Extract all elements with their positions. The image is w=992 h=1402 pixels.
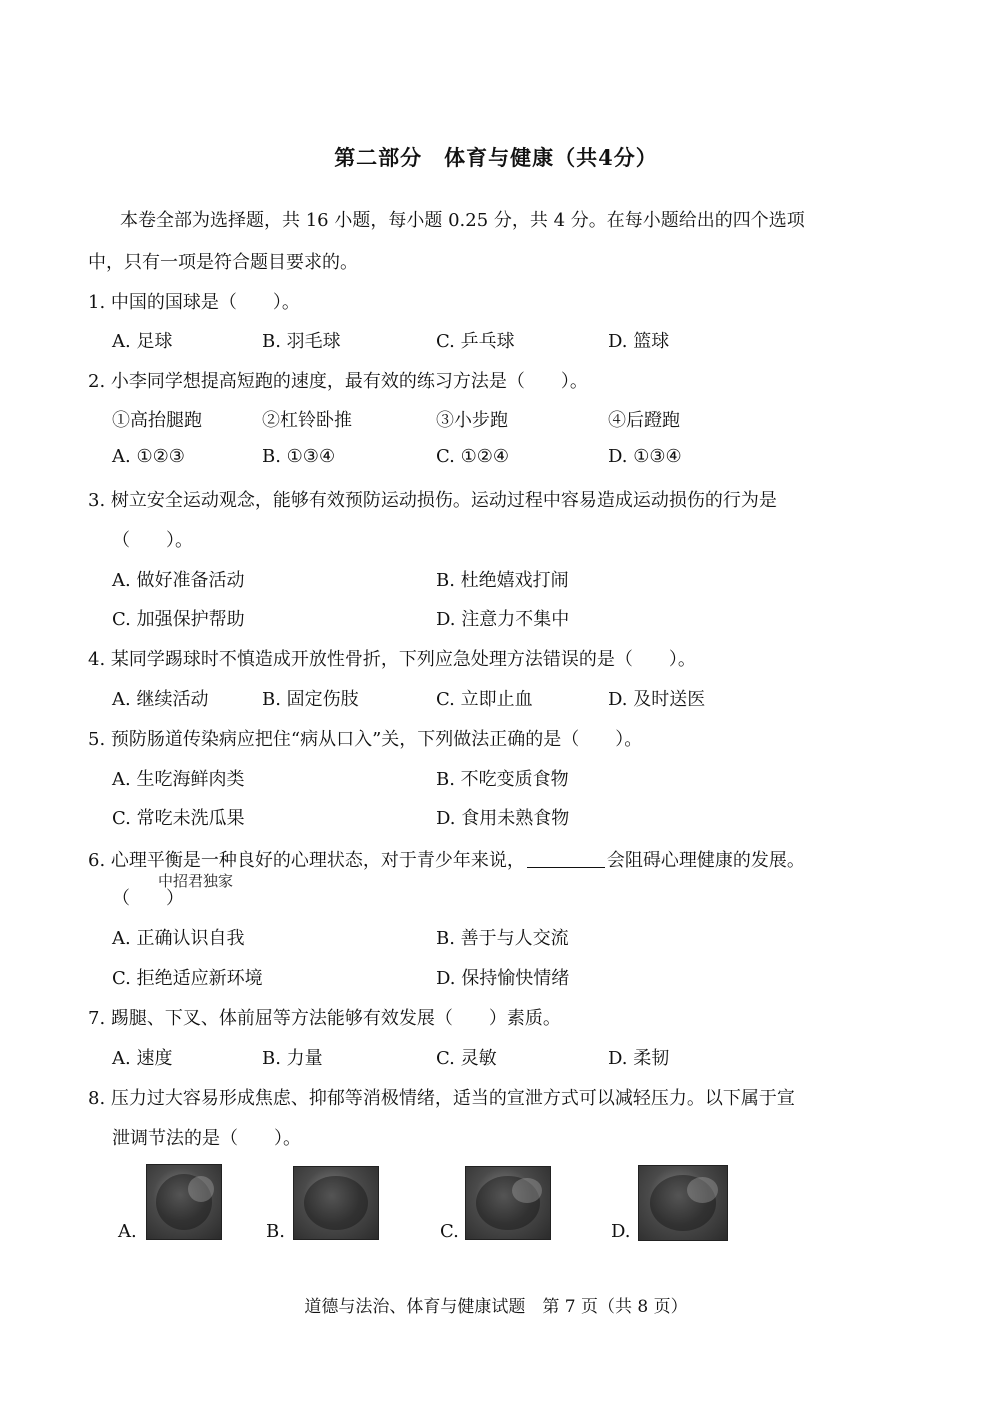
question-6-option-c: C. 拒绝适应新环境 [112,968,263,989]
question-8-option-a-image [146,1164,222,1240]
question-7-option-b: B. 力量 [262,1048,323,1069]
section-title: 第二部分 体育与健康（共4分） [334,145,658,170]
question-8-option-c-image [465,1166,551,1240]
question-4-option-b: B. 固定伤肢 [262,689,359,710]
question-7-option-a: A. 速度 [112,1048,173,1069]
question-3-option-a: A. 做好准备活动 [112,570,245,591]
question-8-option-d-label: D. [611,1221,631,1242]
watermark-text: 中招君独家 [158,872,234,890]
question-5-option-d: D. 食用未熟食物 [436,808,570,829]
question-2-item-4: ④后蹬跑 [608,410,680,431]
question-2-option-d: D. ①③④ [608,446,682,467]
question-1-stem: 1. 中国的国球是（ ）。 [88,292,300,313]
question-1-option-b: B. 羽毛球 [262,331,341,352]
question-7-option-c: C. 灵敏 [436,1048,497,1069]
question-3-option-d: D. 注意力不集中 [436,609,570,630]
question-8-option-d-image [638,1165,728,1241]
question-6-option-a: A. 正确认识自我 [112,928,245,949]
question-2-item-3: ③小步跑 [436,410,508,431]
page-footer: 道德与法治、体育与健康试题 第 7 页（共 8 页） [304,1297,688,1317]
answer-blank [527,849,605,868]
question-4-stem: 4. 某同学踢球时不慎造成开放性骨折，下列应急处理方法错误的是（ ）。 [88,649,696,670]
question-2-item-2: ②杠铃卧推 [262,410,352,431]
question-7-option-d: D. 柔韧 [608,1048,670,1069]
question-8-option-b-image [293,1166,379,1240]
question-5-option-b: B. 不吃变质食物 [436,769,569,790]
intro-line-2: 中，只有一项是符合题目要求的。 [88,252,358,273]
question-8-option-c-label: C. [440,1221,459,1242]
question-5-option-a: A. 生吃海鲜肉类 [112,769,245,790]
question-1-option-c: C. 乒乓球 [436,331,515,352]
question-2-option-c: C. ①②④ [436,446,509,467]
question-5-option-c: C. 常吃未洗瓜果 [112,808,245,829]
question-4-option-a: A. 继续活动 [112,689,209,710]
question-2-stem: 2. 小李同学想提高短跑的速度，最有效的练习方法是（ ）。 [88,371,588,392]
question-4-option-d: D. 及时送医 [608,689,706,710]
question-3-stem-line-1: 3. 树立安全运动观念，能够有效预防运动损伤。运动过程中容易造成运动损伤的行为是 [88,490,777,511]
question-8-option-b-label: B. [266,1221,285,1242]
question-8-option-a-label: A. [118,1221,137,1242]
question-8-stem-line-2: 泄调节法的是（ ）。 [112,1128,301,1149]
question-6-stem [88,846,805,872]
question-6-stem-after: 会阻碍心理健康的发展。 [606,850,805,871]
question-4-option-c: C. 立即止血 [436,689,533,710]
question-3-option-b: B. 杜绝嬉戏打闹 [436,570,569,591]
question-5-stem: 5. 预防肠道传染病应把住“病从口入”关，下列做法正确的是（ ）。 [88,729,643,750]
question-1-option-d: D. 篮球 [608,331,670,352]
question-6-option-b: B. 善于与人交流 [436,928,569,949]
question-6-option-d: D. 保持愉快情绪 [436,968,570,989]
question-6-stem-before: 6. 心理平衡是一种良好的心理状态，对于青少年来说， [88,850,525,871]
question-3-stem-line-2: （ ）。 [112,530,193,551]
question-3-option-c: C. 加强保护帮助 [112,609,245,630]
question-2-item-1: ①高抬腿跑 [112,410,202,431]
question-2-option-a: A. ①②③ [112,446,185,467]
question-2-option-b: B. ①③④ [262,446,336,467]
question-7-stem: 7. 踢腿、下叉、体前屈等方法能够有效发展（ ）素质。 [88,1008,561,1029]
question-8-stem-line-1: 8. 压力过大容易形成焦虑、抑郁等消极情绪，适当的宣泄方式可以减轻压力。以下属于宣 [88,1088,795,1109]
intro-line-1: 本卷全部为选择题，共 16 小题，每小题 0.25 分，共 4 分。在每小题给出的四个选项 [120,210,805,231]
question-6-stem-line-2: （ ） [112,888,184,909]
question-1-option-a: A. 足球 [112,331,173,352]
